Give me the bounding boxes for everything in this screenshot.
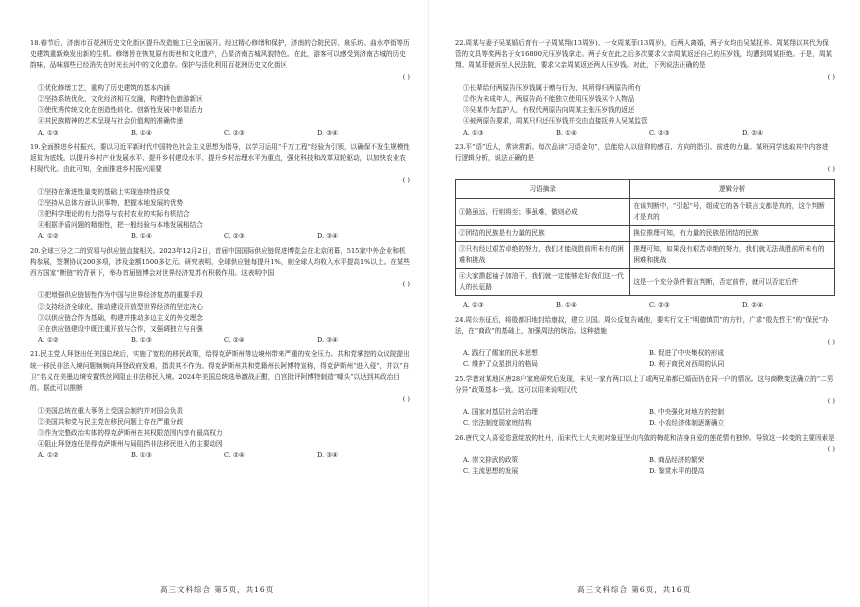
question-18-item: ①优化修缮工艺，重构了历史建筑的基本内涵 [38, 83, 170, 92]
question-26-options-row2 [455, 466, 835, 477]
option-d: D. ③④ [317, 336, 339, 345]
question-25 [455, 374, 835, 430]
table-header: 逻辑分析 [630, 180, 835, 199]
right-column [455, 38, 835, 480]
table-cell: ①路虽远，行则将至；事虽难，做则必成 [456, 199, 630, 226]
question-19-answer-paren: ( ) [402, 176, 410, 185]
option-d: D. ②④ [742, 128, 764, 137]
option-b: B. ①④ [131, 232, 152, 241]
question-25-text: 25.学者对某地区唐28户家庭研究后发现，未见一家有两口以上丁或两兄弟都已婚而仍在同一户的情况。这与商鞅变法确立的“二男分异”政策基本一致。这可以用来说明汉代 [455, 374, 834, 394]
option-a: A. ①③ [463, 128, 484, 137]
question-20-item: ①把增强供应链韧性作为中国与世界经济复苏的重要手段 [38, 291, 203, 300]
option-d: D. 利于商民对西周的认同 [649, 360, 725, 369]
option-a: A. 国家对基层社会的治理 [463, 408, 538, 417]
question-26 [455, 433, 835, 478]
option-b: B. 商品经济的繁荣 [649, 456, 705, 465]
question-22-text: 22.周某与妻子吴某婚后育有一子周某翔(13周岁)、一女周某菲(13周岁)，后两人离婚，两子女均由吴某抚养。周某翔以其代为保管的文具等奖两名于女16800元压岁钱拿走。两子女在此之后多次要求父亲周某返还自己的压岁钱，均遭到周某拒绝。于是，周某翔、周某菲便诉至人民法院，要求父亲周某返还两人压岁钱。对此，下列说法正确的是 [455, 39, 833, 70]
question-22-item: ④被两原告要求，周某只归还压岁钱并交由直接抚养人吴某监管 [463, 117, 648, 126]
table-cell: 推理可知，如果没有艰苦卓绝的努力，我们就无法战胜前所未有的困难和挑战 [630, 242, 835, 269]
question-26-answer-paren: ( ) [827, 444, 835, 453]
question-24-options-row2 [455, 359, 835, 370]
option-b: B. ①③ [131, 336, 152, 345]
question-20-item: ③以供应链合作为基础，构建并推动多边主义的外交理念 [38, 313, 203, 322]
table-row [456, 269, 835, 296]
option-d: D. ③④ [317, 232, 339, 241]
option-c: C. 维护了众星拱月的格局 [463, 360, 538, 369]
question-25-options-row2 [455, 418, 835, 429]
question-20-answer-paren: ( ) [402, 280, 410, 289]
question-23-text: 23.平“语”近人，常读常新。每次品读“习语金句”，总能给人以信仰的感召、方向的指引、前进的力量。某班同学选取其中内容进行逻辑分析，说法正确的是 [455, 142, 829, 163]
question-25-answer-paren: ( ) [827, 397, 835, 406]
question-20-item: ④在供应链建设中既注重开放与合作，又强调独立与自强 [38, 325, 203, 334]
page-footer-right: 高三文科综合 第6页，共16页 [577, 585, 692, 594]
question-20-text: 20.全球三分之二的贸易与供应链直接相关。2023年12月2日，首届中国国际供应链促进博览会在北京闭幕，515家中外企业和机构参展，签署协议200多项，涉及金额1500多亿元。研究表明，全球供应链每提升1%，则全球人均收入水平提高1%以上。在某些西方国家“断链”的背景下，举办首届链博会对世界经济复苏有积极作用。这表明中国 [30, 246, 410, 278]
question-22-item: ③吴某作为监护人，有权代两原告向周某主张压岁钱的返还 [463, 106, 635, 115]
option-a: A. ①③ [463, 301, 484, 310]
question-21-item: ③作为完整政治实体的得克萨斯州在其权限范围内享有最高权力 [38, 428, 223, 437]
question-22-item: ①长辈给付两原告压岁钱属于赠与行为，其所得归两原告所有 [463, 83, 642, 92]
question-21-item: ②美国共和党与民主党在移民问题上存在严重分歧 [38, 417, 184, 426]
option-b: B. 促进了中央集权的形成 [649, 349, 724, 358]
table-cell: 换位推理可知，有力量的民族是团结的民族 [630, 226, 835, 242]
question-18-text: 18.春节后，济南市百花洲历史文化街区提升改造施工已全面展开。经过精心修缮和保护，济南的合院民居、泉乐坊、曲水亭街等历史建筑重新焕发出新的生机。修缮旨在恢复原有街巷和文化遗产，凸显济南古城风貌特色。在此，游客可以感受到济南古城的历史韵味，品味那些已经消失在时光长河中的文化遗存。保护与活化利用百花洲历史文化街区 [30, 39, 410, 70]
question-19-item: ③把科学理论的有力指导与农村农业的实际有机结合 [38, 210, 190, 219]
question-24-options-row1 [455, 348, 835, 359]
option-a: A. ①② [38, 336, 59, 345]
option-a: A. 践行了儒家的民本思想 [463, 349, 538, 358]
option-a: A. ①② [38, 451, 59, 460]
option-c: C. ②③ [224, 232, 245, 241]
table-header-row [456, 180, 835, 199]
table-cell: ④大家撸起袖子加油干，我们就一定能够走好我们这一代人的长征路 [456, 269, 630, 296]
question-20 [30, 246, 410, 347]
table-row [456, 226, 835, 242]
option-c: C. ②③ [649, 128, 670, 137]
table-row [456, 199, 835, 226]
option-a: A. ①② [38, 232, 59, 241]
question-18-answer-paren: ( ) [402, 72, 410, 81]
option-c: C. ②③ [649, 301, 670, 310]
question-20-item: ②支持经济全球化，推动建设开放型世界经济的坚定决心 [38, 302, 203, 311]
option-d: D. 小农经济体制逐渐确立 [649, 419, 725, 428]
table-cell: ②团结的民族是有力量的民族 [456, 226, 630, 242]
page-footer-left: 高三文科综合 第5页，共16页 [160, 585, 275, 594]
question-25-options-row1 [455, 407, 835, 418]
logic-analysis-table [455, 179, 835, 296]
question-26-options-row1 [455, 455, 835, 466]
question-22-item: ②作为未成年人，两原告尚不能独立使用压岁钱买个人物品 [463, 95, 635, 104]
question-23-options [455, 300, 835, 311]
option-c: C. ②④ [224, 451, 245, 460]
option-c: C. ②③ [224, 128, 245, 137]
question-24-text: 24.周公东征后，将殷都旧地封给康叔，建立卫国。周公反复告诫他，要实行文王“明德慎罚”的方针，广求“殷先哲王”的“保民”办法，在“商政”的基础上，加强周法的统治。这种措施 [455, 315, 829, 335]
question-19-item: ①坚持在渐进性量变的基础上实现连续性质变 [38, 187, 170, 196]
question-21-text: 21.民主党人拜登出任美国总统后，实施了宽松的移民政策，给得克萨斯州等边境州带来严重的安全压力。共和党掌控的众议院提出统一移民非法入境问题频频向拜登政府发难，指责其不作为。得克萨斯州共和党籍州长阿博特宣称，得克萨斯州“进入侵”，并以“自卫”名义在美墨边境安置铁丝网阻止非法移民入境。2024年美国总统选举激战正酣，白宫批评阿博特制造“噱头”以达到其政治目的。据此可以推断 [30, 350, 410, 393]
option-d: D. 鉴赏水平的提高 [649, 467, 705, 476]
question-21-answer-paren: ( ) [402, 395, 410, 404]
page-fold [428, 0, 429, 607]
left-column [30, 38, 410, 465]
question-21 [30, 349, 410, 461]
table-cell: 在该判断中，“引起”号，组成它的各个联言支都是真的，这个判断才是真的 [630, 199, 835, 226]
question-19-item: ②坚持从总体方面认识事物，把握本地发展的优势 [38, 198, 184, 207]
option-c: C. 主流思想的发展 [463, 467, 519, 476]
table-header: 习语摘录 [456, 180, 630, 199]
option-c: C. ②④ [224, 336, 245, 345]
question-23 [455, 142, 835, 312]
question-22-answer-paren: ( ) [827, 72, 835, 81]
table-cell: ③只有经过艰苦卓绝的努力，我们才能战胜前所未有的困难和挑战 [456, 242, 630, 269]
option-d: D. ③④ [317, 451, 339, 460]
question-19-text: 19.全面推进乡村振兴，要以习近平新时代中国特色社会主义思想为指导，以学习运用“千万工程”经验为引领，以确保不发生规模性返贫为底线，以提升乡村产业发展水平、提升乡村建设水平、提升乡村治理水平为重点，强化科技和改革双轮驱动，以加快农业农村现代化。由此可知，全面推进乡村振兴需要 [30, 142, 410, 174]
question-19-item: ④根据矛盾问题的精细性，把一般经验与本地发展相结合 [38, 221, 203, 230]
question-18 [30, 38, 410, 139]
question-18-options [30, 128, 410, 139]
question-26-text: 26.唐代文人喜爱恣意绽放的牡丹，而宋代士大夫则对象征坚贞内敛的梅花和洁身自爱的莲花情有独钟。导致这一转变的主要因素是 [455, 433, 835, 442]
question-24 [455, 315, 835, 371]
question-22-options [455, 128, 835, 139]
option-d: D. ③④ [317, 128, 339, 137]
question-18-item: ②坚持系统优化，文化经济相互交融，构建特色旅游新区 [38, 95, 203, 104]
option-a: A. ①③ [38, 128, 59, 137]
question-23-answer-paren: ( ) [827, 165, 835, 174]
option-b: B. ①④ [131, 128, 152, 137]
question-21-options [30, 450, 410, 461]
question-19-options [30, 231, 410, 242]
option-b: B. ①④ [556, 128, 577, 137]
question-24-answer-paren: ( ) [827, 338, 835, 347]
option-c: C. 宗法制度弱家庭结构 [463, 419, 532, 428]
question-19 [30, 142, 410, 243]
table-cell: 这是一个充分条件假言判断，否定前件，就可以否定后件 [630, 269, 835, 296]
question-21-item: ①美国总统在重大事务上受国会制约并对国会负责 [38, 406, 184, 415]
option-b: B. ①③ [131, 451, 152, 460]
table-row [456, 242, 835, 269]
option-d: D. ②④ [742, 301, 764, 310]
option-a: A. 崇文抑武的政策 [463, 456, 519, 465]
question-21-item: ④阻止拜登连任是得克萨斯州与局阻挡非法移民进入的主要动因 [38, 440, 223, 449]
question-18-item: ③使优秀传统文化在创造性转化、创新性发展中彰显活力 [38, 106, 203, 115]
option-b: B. 中央强化对地方的控制 [649, 408, 724, 417]
option-b: B. ①④ [556, 301, 577, 310]
question-20-options [30, 335, 410, 346]
question-18-item: ④其民族精神的艺术呈现与社会价值观的准确传递 [38, 117, 184, 126]
question-22 [455, 38, 835, 139]
